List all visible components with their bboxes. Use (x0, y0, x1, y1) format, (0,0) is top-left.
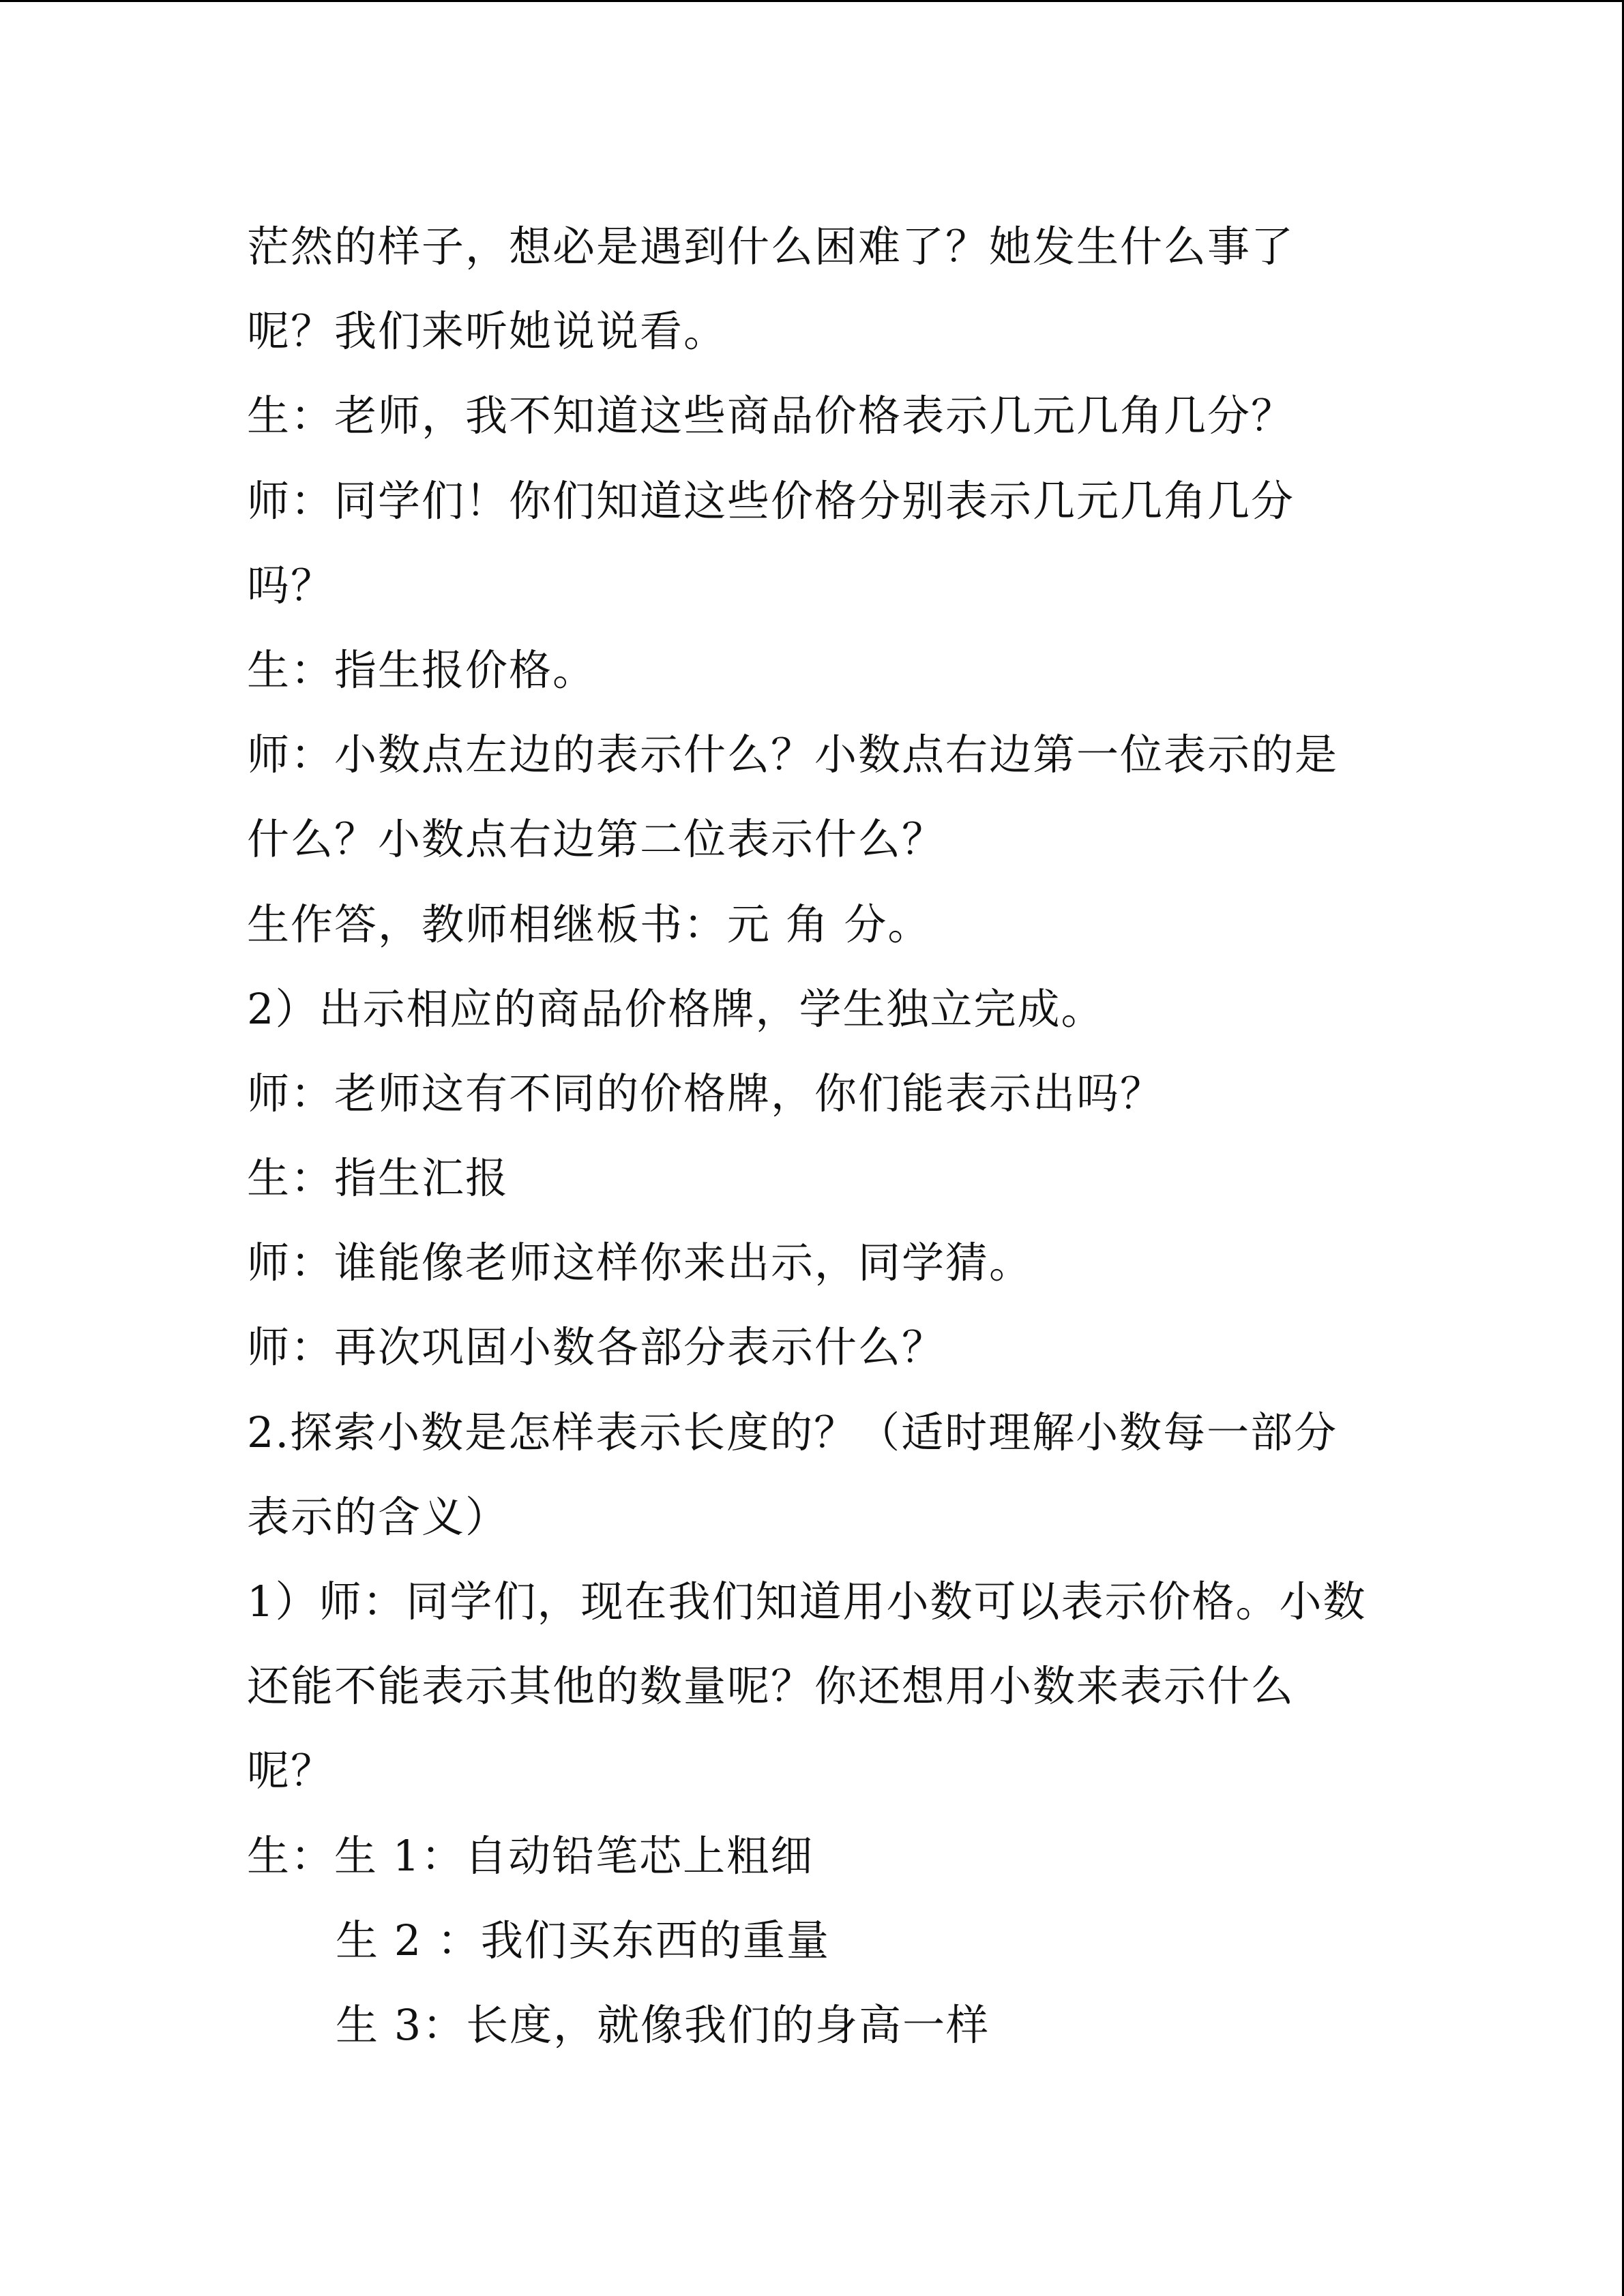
text-line: 生：老师，我不知道这些商品价格表示几元几角几分？ (247, 391, 1295, 441)
top-border-line (0, 0, 1624, 2)
text-line: 生：指生报价格。 (247, 644, 597, 695)
text-line: 呢？我们来听她说说看。 (247, 306, 728, 357)
text-line: 师：老师这有不同的价格牌，你们能表示出吗？ (247, 1068, 1164, 1118)
text-line: 什么？小数点右边第二位表示什么？ (247, 814, 946, 865)
text-line: 茫然的样子，想必是遇到什么困难了？她发生什么事了 (247, 222, 1295, 271)
text-line: 2）出示相应的商品价格牌，学生独立完成。 (247, 983, 1105, 1034)
text-line: 2.探索小数是怎样表示长度的？（适时理解小数每一部分 (247, 1407, 1338, 1457)
text-line: 生作答，教师相继板书：元 角 分。 (247, 899, 932, 949)
document-body (247, 205, 1406, 2068)
text-line: 师：同学们！你们知道这些价格分别表示几元几角几分 (247, 475, 1295, 526)
text-line: 1）师：同学们，现在我们知道用小数可以表示价格。小数 (247, 1577, 1367, 1626)
text-line: 生 2 ：我们买东西的重量 (336, 1915, 830, 1965)
text-line: 还能不能表示其他的数量呢？你还想用小数来表示什么 (247, 1661, 1295, 1712)
text-line: 师：谁能像老师这样你来出示，同学猜。 (247, 1238, 1033, 1288)
text-line: 表示的含义） (247, 1491, 510, 1542)
text-line: 生 3：长度，就像我们的身高一样 (336, 1999, 990, 2050)
text-line: 生：生 1：自动铅笔芯上粗细 (247, 1830, 814, 1881)
text-line: 呢？ (247, 1746, 335, 1796)
text-line: 生：指生汇报 (247, 1153, 510, 1204)
text-line: 师：小数点左边的表示什么？小数点右边第一位表示的是 (247, 730, 1339, 780)
text-line: 师：再次巩固小数各部分表示什么？ (247, 1322, 946, 1373)
text-line: 吗？ (247, 560, 335, 610)
